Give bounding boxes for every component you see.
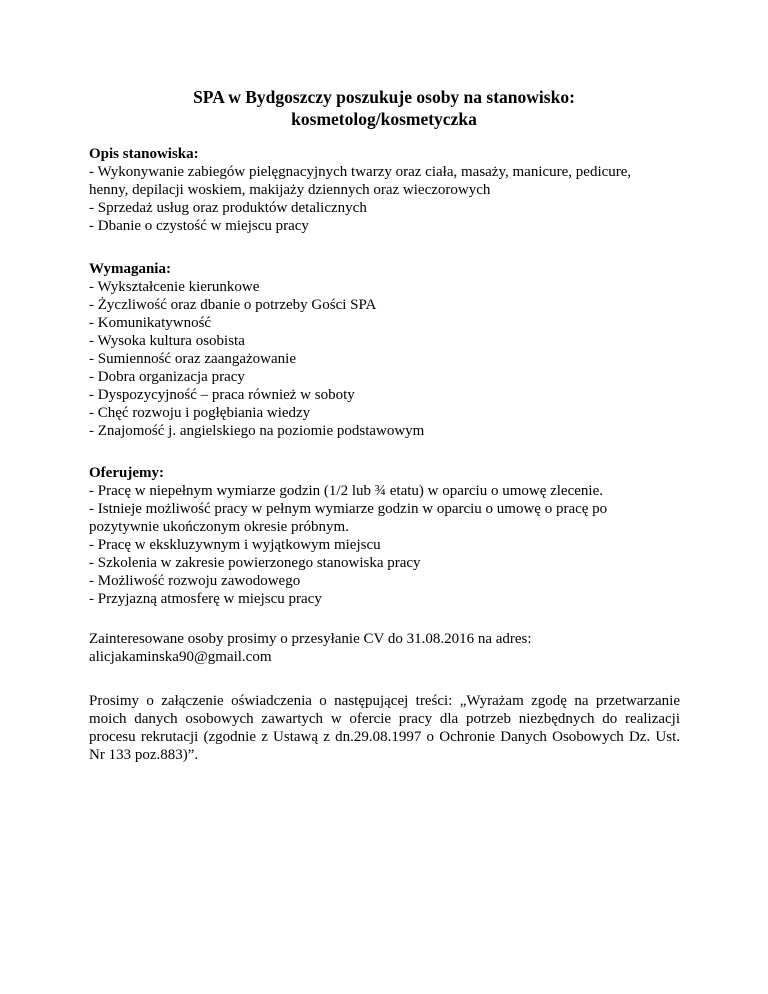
list-item: - Komunikatywność: [89, 315, 212, 331]
list-item: - Wykształcenie kierunkowe: [89, 279, 260, 295]
consent-text: Prosimy o załączenie oświadczenia o następującej treści: „Wyrażam zgodę na przetwarzanie moich danych osobowych zawartych w ofercie pracy dla potrzeb niezbędnych do realizacji procesu rekrutacji (zgodnie z Ustawą z dn.29.08.1997 o Ochronie Danych Osobowych Dz. Ust. Nr 133 poz.883)”.: [89, 693, 680, 763]
list-item: - Pracę w niepełnym wymiarze godzin (1/2 lub ¾ etatu) w oparciu o umowę zlecenie.: [89, 483, 603, 499]
list-item: - Dyspozycyjność – praca również w soboty: [89, 387, 355, 403]
list-item: - Życzliwość oraz dbanie o potrzeby Gości SPA: [89, 297, 377, 313]
list-item: - Znajomość j. angielskiego na poziomie podstawowym: [89, 423, 425, 439]
list-item: - Chęć rozwoju i pogłębiania wiedzy: [89, 405, 311, 421]
list-item: - Sprzedaż usług oraz produktów detalicznych: [89, 200, 367, 216]
list-item: - Wysoka kultura osobista: [89, 333, 245, 349]
list-item: - Istnieje możliwość pracy w pełnym wymiarze godzin w oparciu o umowę o pracę po: [89, 501, 608, 517]
list-item: henny, depilacji woskiem, makijaży dziennych oraz wieczorowych: [89, 182, 491, 198]
section-wymagania: [89, 260, 689, 440]
consent-paragraph: [89, 692, 689, 764]
list-item: - Wykonywanie zabiegów pielęgnacyjnych twarzy oraz ciała, masaży, manicure, pedicure,: [89, 164, 632, 180]
opis-list: [89, 163, 689, 235]
document-title-line-1: SPA w Bydgoszczy poszukuje osoby na stanowisko:: [193, 87, 575, 107]
contact-email: alicjakaminska90@gmail.com: [89, 649, 272, 665]
wymagania-list: [89, 278, 689, 440]
list-item: - Przyjazną atmosferę w miejscu pracy: [89, 591, 322, 607]
contact-text: Zainteresowane osoby prosimy o przesyłanie CV do 31.08.2016 na adres:: [89, 631, 532, 647]
section-oferujemy: [89, 464, 689, 608]
document-title-line-2: kosmetolog/kosmetyczka: [291, 109, 477, 129]
oferujemy-list: [89, 482, 689, 608]
section-heading: Wymagania:: [89, 261, 171, 277]
list-item: - Pracę w ekskluzywnym i wyjątkowym miejscu: [89, 537, 381, 553]
section-heading: Oferujemy:: [89, 465, 164, 481]
list-item: - Możliwość rozwoju zawodowego: [89, 573, 301, 589]
section-heading: Opis stanowiska:: [89, 146, 199, 162]
list-item: - Dbanie o czystość w miejscu pracy: [89, 218, 309, 234]
section-opis-stanowiska: [89, 145, 689, 235]
contact-paragraph: [89, 630, 689, 666]
list-item: - Szkolenia w zakresie powierzonego stanowiska pracy: [89, 555, 421, 571]
list-item: - Sumienność oraz zaangażowanie: [89, 351, 296, 367]
list-item: pozytywnie ukończonym okresie próbnym.: [89, 519, 349, 535]
list-item: - Dobra organizacja pracy: [89, 369, 245, 385]
